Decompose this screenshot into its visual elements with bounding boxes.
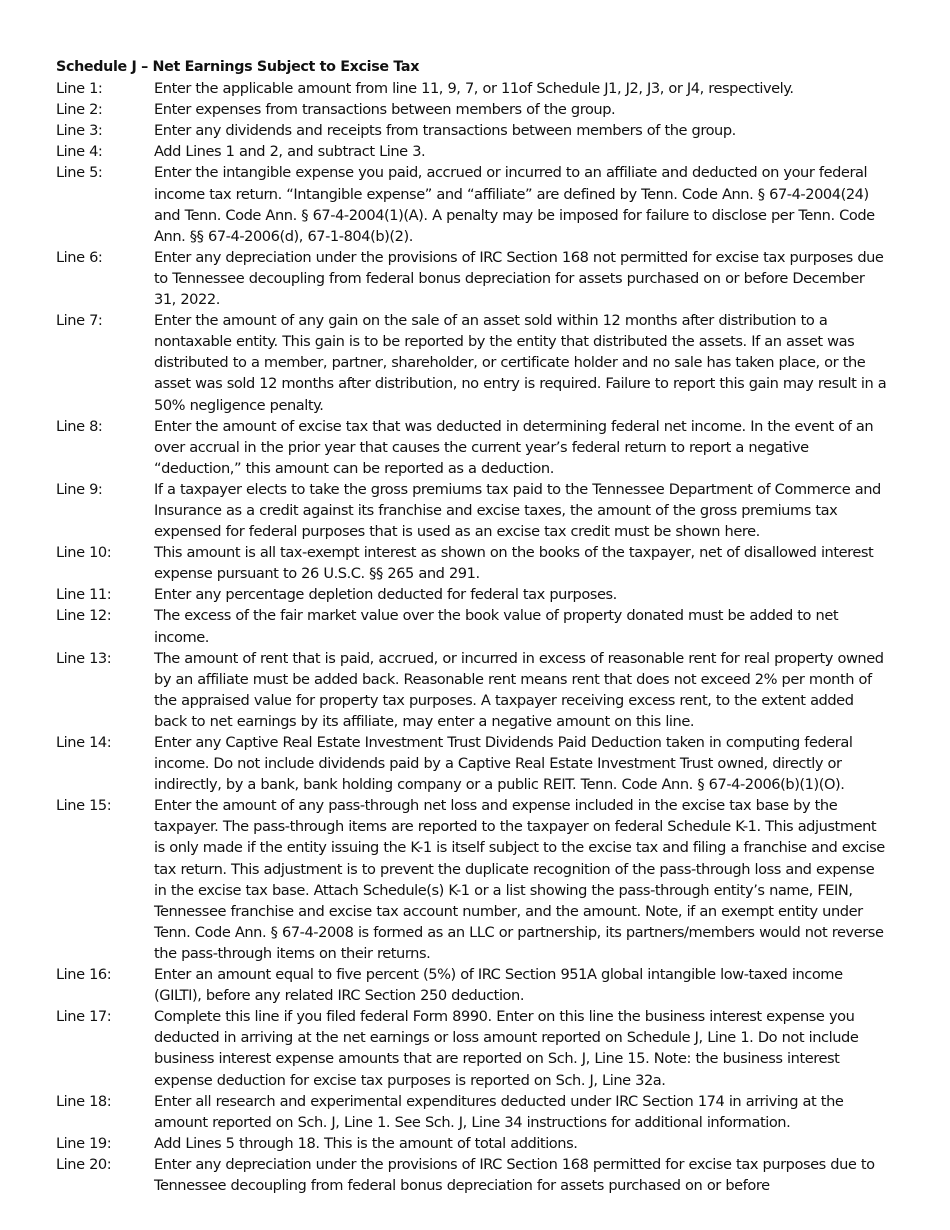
line-label: Line 4: bbox=[56, 143, 103, 161]
line-instruction-text: If a taxpayer elects to take the gross premiums tax paid to the Tennessee Department of Commerce and Insurance as a credit against its franchise and excise taxes, the amount of the gross premiums tax expensed for federal purposes that is used as an excise tax credit must be shown here. bbox=[154, 480, 881, 541]
instruction-line-15 bbox=[56, 795, 890, 964]
line-label: Line 1: bbox=[56, 80, 103, 98]
line-instruction-text: Enter expenses from transactions between members of the group. bbox=[154, 101, 616, 119]
line-label: Line 14: bbox=[56, 734, 112, 751]
instruction-line-8 bbox=[56, 416, 890, 479]
line-instruction-text: Enter any depreciation under the provisions of IRC Section 168 not permitted for excise tax purposes due to Tennessee decoupling from federal bonus depreciation for assets purchased on or before December 31, 2022. bbox=[154, 248, 884, 309]
line-label: Line 9: bbox=[56, 480, 103, 498]
line-instruction-text: The excess of the fair market value over the book value of property donated must be added to net income. bbox=[154, 607, 839, 646]
line-instruction-text: Complete this line if you filed federal Form 8990. Enter on this line the business interest expense you deducted in arriving at the net earnings or loss amount reported on Schedule J, Line 1. Do not include business interest expense amounts that are reported on Sch. J, Line 15. Note: the business interest expense deduction for excise tax purposes is reported on Sch. J, Line 32a. bbox=[154, 1008, 859, 1089]
instruction-line-5 bbox=[56, 162, 890, 246]
line-instruction-text: This amount is all tax-exempt interest as shown on the books of the taxpayer, net of disallowed interest expense pursuant to 26 U.S.C. §§ 265 and 291. bbox=[154, 544, 874, 583]
instruction-line-14 bbox=[56, 732, 890, 795]
line-instruction-text: Enter the amount of any gain on the sale of an asset sold within 12 months after distribution to a nontaxable entity. This gain is to be reported by the entity that distributed the assets. If an asset was distributed to a member, partner, shareholder, or certificate holder and no sale has taken place, or the asset was sold 12 months after distribution, no entry is required. Failure to report this gain may result in a 50% negligence penalty. bbox=[154, 312, 887, 414]
schedule-title: Schedule J – Net Earnings Subject to Excise Tax bbox=[56, 59, 420, 75]
line-label: Line 6: bbox=[56, 248, 103, 266]
line-instruction-text: Add Lines 1 and 2, and subtract Line 3. bbox=[154, 143, 426, 161]
line-instruction-text: Add Lines 5 through 18. This is the amount of total additions. bbox=[154, 1134, 578, 1152]
line-label: Line 12: bbox=[56, 607, 112, 625]
line-label: Line 10: bbox=[56, 544, 112, 562]
instruction-line-6 bbox=[56, 247, 890, 310]
line-instruction-text: Enter the intangible expense you paid, accrued or incurred to an affiliate and deducted on your federal income tax return. “Intangible expense” and “affiliate” are defined by Tenn. Code Ann. § 67-4-2004(24) and Tenn. Code Ann. § 67-4-2004(1)(A). A penalty may be imposed for failure to disclose per Tenn. Code Ann. §§ 67-4-2006(d), 67-1-804(b)(2). bbox=[154, 164, 875, 245]
line-instruction-text: Enter an amount equal to five percent (5%) of IRC Section 951A global intangible low-taxed income (GILTI), before any related IRC Section 250 deduction. bbox=[154, 966, 843, 1005]
instruction-line-3 bbox=[56, 120, 890, 141]
instruction-lines-list bbox=[56, 78, 890, 1196]
line-label: Line 13: bbox=[56, 649, 112, 667]
instruction-line-2 bbox=[56, 99, 890, 120]
instruction-line-13 bbox=[56, 648, 890, 732]
instruction-line-18 bbox=[56, 1091, 890, 1133]
instruction-line-12 bbox=[56, 605, 890, 647]
line-instruction-text: Enter any Captive Real Estate Investment Trust Dividends Paid Deduction taken in computing federal income. Do not include dividends paid by a Captive Real Estate Investment Trust owned, directly or indirectly, by a bank, bank holding company or a public REIT. Tenn. Code Ann. § 67-4-2006(b)(1)(O). bbox=[154, 734, 853, 794]
line-label: Line 5: bbox=[56, 164, 103, 182]
instruction-line-4 bbox=[56, 141, 890, 162]
line-label: Line 20: bbox=[56, 1155, 112, 1173]
line-label: Line 18: bbox=[56, 1092, 112, 1110]
instruction-line-9 bbox=[56, 479, 890, 542]
line-instruction-text: Enter any percentage depletion deducted for federal tax purposes. bbox=[154, 586, 617, 604]
instruction-line-17 bbox=[56, 1006, 890, 1090]
line-label: Line 3: bbox=[56, 122, 103, 140]
instruction-line-1 bbox=[56, 78, 890, 99]
line-label: Line 19: bbox=[56, 1134, 112, 1152]
line-label: Line 15: bbox=[56, 797, 112, 815]
line-label: Line 17: bbox=[56, 1008, 112, 1026]
line-instruction-text: The amount of rent that is paid, accrued, or incurred in excess of reasonable rent for real property owned by an affiliate must be added back. Reasonable rent means rent that does not exceed 2% per month of the appraised value for property tax purposes. A taxpayer receiving excess rent, to the extent added back to net earnings by its affiliate, may enter a negative amount on this line. bbox=[154, 649, 884, 730]
line-instruction-text: Enter all research and experimental expenditures deducted under IRC Section 174 in arriving at the amount reported on Sch. J, Line 1. See Sch. J, Line 34 instructions for additional information. bbox=[154, 1092, 844, 1131]
line-label: Line 2: bbox=[56, 101, 103, 119]
instruction-line-16 bbox=[56, 964, 890, 1006]
document-page bbox=[56, 57, 890, 1196]
instruction-line-11 bbox=[56, 584, 890, 605]
line-instruction-text: Enter the amount of any pass-through net loss and expense included in the excise tax base by the taxpayer. The pass-through items are reported to the taxpayer on federal Schedule K-1. This adjustment is only made if the entity issuing the K-1 is itself subject to the excise tax and filing a franchise and excise tax return. This adjustment is to prevent the duplicate recognition of the pass-through loss and expense in the excise tax base. Attach Schedule(s) K-1 or a list showing the pass-through entity’s name, FEIN, Tennessee franchise and excise tax account number, and the amount. Note, if an exempt entity under Tenn. Code Ann. § 67-4-2008 is formed as an LLC or partnership, its partners/members would not reverse the pass-through items on their returns. bbox=[154, 797, 885, 962]
line-label: Line 16: bbox=[56, 966, 112, 984]
instruction-line-10 bbox=[56, 542, 890, 584]
line-instruction-text: Enter any depreciation under the provisions of IRC Section 168 permitted for excise tax purposes due to Tennessee decoupling from federal bonus depreciation for assets purchased on or before bbox=[154, 1155, 875, 1194]
line-label: Line 7: bbox=[56, 312, 103, 330]
line-instruction-text: Enter the amount of excise tax that was deducted in determining federal net income. In the event of an over accrual in the prior year that causes the current year’s federal return to report a negative “deduction,” this amount can be reported as a deduction. bbox=[154, 417, 874, 477]
line-instruction-text: Enter the applicable amount from line 11, 9, 7, or 11of Schedule J1, J2, J3, or J4, respectively. bbox=[154, 80, 794, 98]
line-instruction-text: Enter any dividends and receipts from transactions between members of the group. bbox=[154, 122, 736, 140]
instruction-line-20 bbox=[56, 1154, 890, 1196]
instruction-line-7 bbox=[56, 310, 890, 415]
instruction-line-19 bbox=[56, 1133, 890, 1154]
line-label: Line 8: bbox=[56, 417, 103, 435]
line-label: Line 11: bbox=[56, 586, 112, 604]
